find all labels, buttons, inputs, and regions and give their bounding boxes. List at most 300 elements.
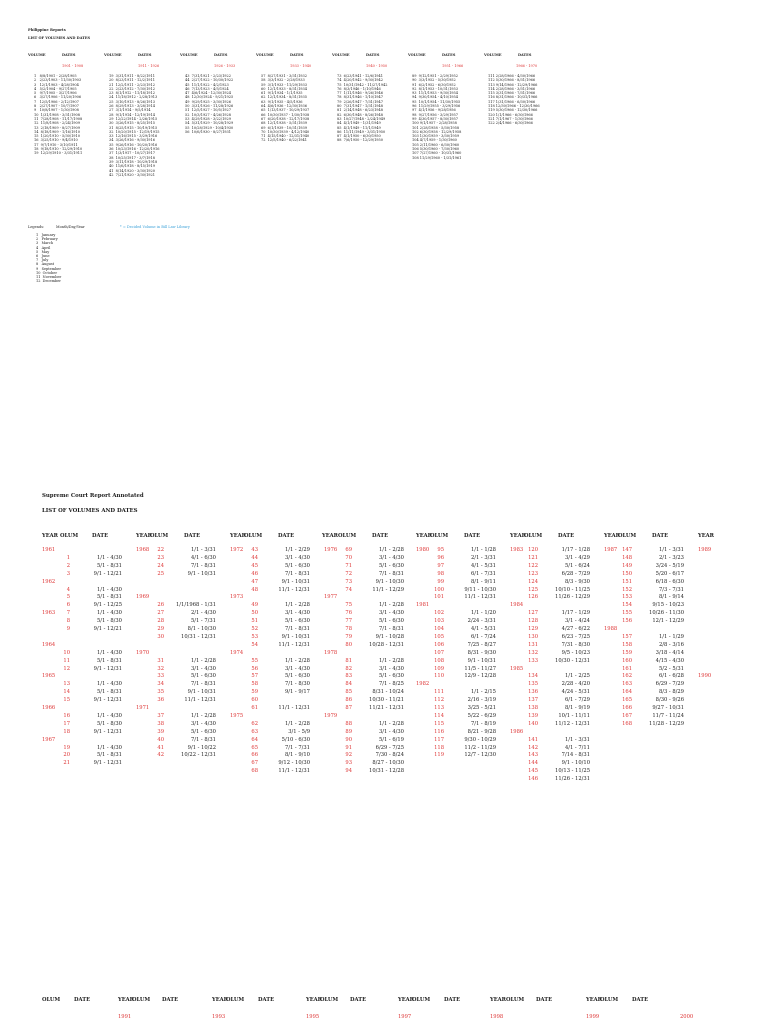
volume-number: 102 — [434, 610, 444, 617]
volume-number: 36 — [157, 697, 164, 704]
volume-number: 76 — [345, 610, 352, 617]
volume-number: 19 — [63, 744, 70, 751]
volume-number: 74 — [345, 586, 352, 593]
year-label: 1966 — [42, 705, 56, 711]
date-range: 5/22 - 6/29 — [467, 712, 496, 719]
volume-number: 67 — [251, 760, 258, 767]
year-label: 1993 — [212, 1014, 226, 1020]
volume-number: 114 — [434, 712, 444, 719]
year-label: 1979 — [324, 712, 338, 719]
page3-header: OLUM — [600, 997, 619, 1003]
date-range: 5/1 - 8/31 — [96, 689, 122, 696]
page2-header: DATE — [558, 533, 575, 539]
date-range: 11/2 - 11/29 — [464, 744, 496, 751]
date-range: 2/8 - 3/16 — [658, 641, 684, 648]
page2-header: YEAR — [42, 533, 58, 539]
date-range: 2/1 - 4/30 — [190, 610, 216, 617]
date-range: 1/17 - 1/28 — [561, 547, 590, 553]
date-range: 11/1 - 12/31 — [278, 641, 310, 648]
year-label: 1982 — [416, 681, 430, 688]
volume-number: 146 — [528, 776, 538, 783]
volume-number: 62 — [251, 720, 258, 727]
date-range: 4/15 - 4/30 — [655, 657, 684, 664]
volume-number: 35 — [157, 689, 164, 696]
volume-number: 12 — [63, 665, 70, 672]
date-range: 9/1 - 12/31 — [93, 665, 122, 672]
date-range: 9/12 - 10/30 — [278, 760, 310, 767]
date-range: 1/1 - 4/30 — [96, 744, 122, 751]
date-range: 7/3 - 7/31 — [658, 586, 684, 593]
date-range: 9/5 - 10/23 — [561, 649, 590, 656]
volume-number: 116 — [434, 728, 444, 735]
date-range: 4/1 - 7/11 — [564, 744, 590, 751]
date-range: 1/1 - 4/30 — [96, 586, 122, 593]
date-range: 3/1 - 4/30 — [284, 610, 310, 617]
volume-number: 140 — [528, 720, 538, 727]
volume-number: 46 — [251, 570, 258, 577]
date-range: 1/1 - 2/28 — [284, 657, 310, 664]
date-range: 11/28 - 12/29 — [649, 720, 684, 727]
volume-number: 98 — [437, 570, 444, 577]
volume-number: 139 — [528, 712, 538, 719]
date-range: 3/1 - 5/9 — [288, 728, 310, 735]
date-range: 3/1 - 4/30 — [284, 554, 310, 561]
date-range: 11/1 - 12/31 — [278, 705, 310, 711]
volume-number: 7 — [66, 610, 70, 617]
date-range: 11/1 - 12/31 — [278, 586, 310, 593]
volume-number: 8 — [66, 618, 70, 625]
date-range: 3/1 - 4/30 — [378, 554, 404, 561]
date-range: 3/1 - 4/30 — [378, 610, 404, 617]
volume-number: 121 — [528, 554, 538, 561]
volume-number: 164 — [622, 689, 632, 696]
page2-header: OLUM — [430, 533, 449, 539]
page2-header: DATE — [92, 533, 109, 539]
volume-number: 129 — [528, 626, 538, 632]
volume-number: 52 — [251, 626, 258, 632]
date-range: 5/1 - 8/30 — [96, 618, 122, 625]
date-range: 10/13 - 11/25 — [555, 768, 590, 775]
page2-header: DATE — [464, 533, 481, 539]
page3-header: DATE — [350, 997, 367, 1003]
date-range: 7/1 - 8/30 — [284, 681, 310, 688]
volume-number: 128 — [528, 618, 538, 625]
volume-number: 25 — [157, 570, 164, 577]
date-range: 8/31 - 10/24 — [372, 689, 404, 696]
volume-number: 151 — [622, 578, 632, 585]
page1-range: 1911 - 1926 — [138, 64, 160, 68]
date-range: 4/1 - 5/31 — [470, 562, 496, 569]
volume-number: 165 — [622, 697, 632, 704]
page2-header: OLUM — [338, 533, 357, 539]
date-range: 6/1 - 6/28 — [658, 673, 684, 680]
page1-column: 89 9/12/1951 - 2/29/1952 90 3/3/1952 - 5/30/1952 91 6/2/1952 - 6/30/1952 92 8/1/1953 - 10/31/1953 93 11/1/1953 - 9/30/1954 94 9/30/1954 - 4/10/1954 95 10/1/1954 - 11/30/1955 96 11/29/1955 - 3/29/1956 97 4/1/1956 - 9/28/1956 98 9/27/1956 - 3/29/1957 99 4/30/1957 - 8/30/1957 100 9/1/1957 - 2/28/1958 101 2/28/1958 - 5/30/1958 102 6/30/1958 - 12/29/1958 103 1/30/1959 - 3/30/1959 104 4/7/1959 - 1/30/1960 105 2/11/1960 - 6/30/1960 106 5/30/1960 - 7/30/1960 107 7/27/1960 - 10/31/1960 108 11/29/1960 - 1/31/1961 — [412, 74, 462, 160]
volume-number: 104 — [434, 626, 444, 632]
date-range: 9/1 - 12/31 — [93, 697, 122, 704]
date-range: 1/1 - 2/15 — [470, 689, 496, 696]
date-range: 11/1 - 12/31 — [184, 697, 216, 704]
date-range: 1/1/1968 - 1/31 — [176, 602, 216, 609]
date-range: 5/1 - 6/19 — [378, 736, 404, 743]
date-range: 9/1 - 10/28 — [375, 633, 404, 640]
volume-number: 96 — [437, 554, 444, 561]
page3-header: DATE — [632, 997, 649, 1003]
volume-number: 117 — [434, 736, 444, 743]
page1-range: 1933 - 1940 — [290, 64, 312, 68]
volume-number: 20 — [63, 752, 70, 759]
date-range: 11/7 - 11/24 — [652, 712, 684, 719]
page3-header: OLUM — [412, 997, 431, 1003]
date-range: 9/1 - 10/31 — [187, 689, 216, 696]
volume-number: 28 — [157, 618, 164, 625]
date-range: 6/29 - 7/29 — [655, 681, 684, 688]
date-range: 10/30 - 12/31 — [555, 657, 590, 664]
volume-number: 152 — [622, 586, 632, 593]
volume-number: 130 — [528, 633, 538, 640]
year-label: 1965 — [42, 673, 56, 680]
volume-number: 105 — [434, 633, 444, 640]
year-label: 1984 — [510, 602, 524, 609]
volume-number: 16 — [63, 712, 70, 719]
date-range: 3/1 - 4/30 — [190, 720, 216, 727]
date-range: 5/1 - 6/30 — [378, 562, 404, 569]
volume-number: 118 — [434, 744, 444, 751]
volume-number: 119 — [434, 752, 444, 759]
volume-number: 135 — [528, 681, 538, 688]
volume-number: 163 — [622, 681, 632, 688]
volume-number: 39 — [157, 728, 164, 735]
year-label: 1975 — [230, 712, 244, 719]
page1-header: VOLUME — [256, 53, 274, 57]
date-range: 5/1 - 6/30 — [190, 728, 216, 735]
page1-header: VOLUME — [484, 53, 502, 57]
date-range: 10/26 - 11/30 — [649, 610, 684, 617]
date-range: 4/24 - 5/31 — [561, 689, 590, 696]
page1-header: DATES — [442, 53, 456, 57]
year-label: 1983 — [510, 547, 524, 553]
date-range: 5/1 - 8/31 — [96, 752, 122, 759]
date-range: 3/1 - 4/24 — [564, 618, 590, 625]
volume-number: 148 — [622, 554, 632, 561]
date-range: 4/1 - 5/31 — [470, 626, 496, 632]
date-range: 3/24 - 5/19 — [655, 562, 684, 569]
page1-header: DATES — [214, 53, 228, 57]
page3-header: DATE — [536, 997, 553, 1003]
volume-number: 134 — [528, 673, 538, 680]
date-range: 9/1 - 10/30 — [375, 578, 404, 585]
volume-number: 97 — [437, 562, 444, 569]
date-range: 7/14 - 8/31 — [561, 752, 590, 759]
volume-number: 110 — [434, 673, 444, 680]
date-range: 11/12 - 12/31 — [555, 720, 590, 727]
volume-number: 86 — [345, 697, 352, 704]
page3-header: YEAR — [212, 997, 228, 1003]
volume-number: 159 — [622, 649, 632, 656]
year-label: 1989 — [698, 547, 712, 553]
date-range: 1/1 - 2/28 — [190, 712, 216, 719]
date-range: 1/1 - 3/31 — [564, 736, 590, 743]
page3-header: DATE — [258, 997, 275, 1003]
volume-number: 31 — [157, 657, 164, 664]
volume-number: 94 — [345, 768, 352, 775]
volume-number: 64 — [251, 736, 258, 743]
date-range: 4/1 - 6/30 — [190, 554, 216, 561]
page3-header: OLUM — [506, 997, 525, 1003]
date-range: 9/1 - 12/21 — [93, 570, 122, 577]
date-range: 8/1 - 9/11 — [470, 578, 496, 585]
volume-number: 149 — [622, 562, 632, 569]
volume-number: 157 — [622, 633, 632, 640]
date-range: 7/30 - 8/24 — [375, 752, 404, 759]
date-range: 1/1 - 2/28 — [378, 547, 404, 553]
date-range: 3/1 - 4/30 — [378, 728, 404, 735]
volume-number: 144 — [528, 760, 538, 767]
year-label: 2000 — [680, 1014, 694, 1020]
volume-number: 38 — [157, 720, 164, 727]
date-range: 6/1 - 7/24 — [470, 633, 496, 640]
volume-number: 153 — [622, 594, 632, 601]
volume-number: 72 — [345, 570, 352, 577]
date-range: 2/28 - 4/20 — [561, 681, 590, 688]
page1-header: DATES — [138, 53, 152, 57]
year-label: 1974 — [230, 649, 244, 656]
volume-number: 109 — [434, 665, 444, 672]
date-range: 5/2 - 5/31 — [658, 665, 684, 672]
volume-number: 43 — [251, 547, 258, 553]
volume-number: 56 — [251, 665, 258, 672]
date-range: 2/1 - 3/23 — [658, 554, 684, 561]
date-range: 5/1 - 6/30 — [190, 673, 216, 680]
volume-number: 73 — [345, 578, 352, 585]
page3-header: DATE — [444, 997, 461, 1003]
volume-number: 124 — [528, 578, 538, 585]
page3-header: DATE — [162, 997, 179, 1003]
date-range: 12/1 - 12/29 — [652, 618, 684, 625]
volume-number: 84 — [345, 681, 352, 688]
date-range: 10/28 - 12/31 — [369, 641, 404, 648]
date-range: 1/1 - 4/30 — [96, 681, 122, 688]
date-range: 8/1 - 9/10 — [284, 752, 310, 759]
volume-number: 68 — [251, 768, 258, 775]
volume-number: 99 — [437, 578, 444, 585]
date-range: 10/31 - 12/31 — [181, 633, 216, 640]
volume-number: 91 — [345, 744, 352, 751]
page2-header: OLUM — [60, 533, 79, 539]
date-range: 3/1 - 4/30 — [284, 665, 310, 672]
volume-number: 69 — [345, 547, 352, 553]
legend-note: * = Decided Volume in Bill Law Library — [120, 225, 190, 229]
volume-number: 32 — [157, 665, 164, 672]
date-range: 3/25 - 5/21 — [467, 705, 496, 711]
volume-number: 136 — [528, 689, 538, 696]
volume-number: 58 — [251, 681, 258, 688]
page2-header: YEAR — [604, 533, 620, 539]
page3-header: YEAR — [398, 997, 414, 1003]
page2-header: OLUM — [244, 533, 263, 539]
date-range: 1/1 - 2/29 — [284, 547, 310, 553]
volume-number: 5 — [66, 594, 70, 601]
volume-number: 14 — [63, 689, 70, 696]
date-range: 5/1 - 7/31 — [190, 618, 216, 625]
year-label: 1976 — [324, 547, 338, 553]
volume-number: 10 — [63, 649, 70, 656]
volume-number: 80 — [345, 641, 352, 648]
page1-header: VOLUME — [28, 53, 46, 57]
year-label: 1988 — [604, 626, 618, 632]
date-range: 6/1 - 7/31 — [470, 570, 496, 577]
page3-header: OLUM — [320, 997, 339, 1003]
volume-number: 17 — [63, 720, 70, 727]
volume-number: 51 — [251, 618, 258, 625]
date-range: 8/3 - 8/29 — [658, 689, 684, 696]
year-label: 1997 — [398, 1014, 412, 1020]
date-range: 5/1 - 8/31 — [96, 562, 122, 569]
volume-number: 82 — [345, 665, 352, 672]
volume-number: 22 — [157, 547, 164, 553]
volume-number: 59 — [251, 689, 258, 696]
page3-header: YEAR — [490, 997, 506, 1003]
date-range: 1/1 - 4/30 — [96, 649, 122, 656]
date-range: 8/21 - 9/28 — [467, 728, 496, 735]
volume-number: 60 — [251, 697, 258, 704]
year-label: 1971 — [136, 705, 150, 711]
date-range: 1/1 - 2/28 — [378, 602, 404, 609]
year-label: 1985 — [510, 665, 524, 672]
page1-range: 1951 - 1966 — [442, 64, 464, 68]
volume-number: 89 — [345, 728, 352, 735]
page1-header: DATES — [518, 53, 532, 57]
year-label: 1980 — [416, 547, 430, 553]
date-range: 1/1 - 4/30 — [96, 610, 122, 617]
year-label: 1964 — [42, 641, 56, 648]
date-range: 2/1 - 3/31 — [470, 554, 496, 561]
volume-number: 154 — [622, 602, 632, 609]
date-range: 1/1 - 4/30 — [96, 712, 122, 719]
volume-number: 127 — [528, 610, 538, 617]
page2-header: DATE — [652, 533, 669, 539]
volume-number: 161 — [622, 665, 632, 672]
date-range: 6/23 - 7/25 — [561, 633, 590, 640]
year-label: 1999 — [586, 1014, 600, 1020]
date-range: 9/15 - 10/23 — [652, 602, 684, 609]
page1-range: 1901 - 1908 — [62, 64, 84, 68]
page2-header: OLUM — [618, 533, 637, 539]
volume-number: 122 — [528, 562, 538, 569]
volume-number: 18 — [63, 728, 70, 735]
date-range: 5/20 - 6/17 — [655, 570, 684, 577]
date-range: 10/30 - 11/21 — [369, 697, 404, 704]
page2-title: Supreme Court Report Annotated — [42, 493, 144, 499]
page2-header: OLUM — [524, 533, 543, 539]
date-range: 9/1 - 12/25 — [93, 602, 122, 609]
volume-number: 156 — [622, 618, 632, 625]
volume-number: 100 — [434, 586, 444, 593]
volume-number: 13 — [63, 681, 70, 688]
date-range: 9/1 - 10/31 — [467, 657, 496, 664]
volume-number: 2 — [66, 562, 70, 569]
year-label: 1973 — [230, 594, 244, 601]
date-range: 1/1 - 1/29 — [658, 633, 684, 640]
page1-subtitle: LIST OF VOLUMES AND DATES — [28, 36, 91, 40]
year-label: 1978 — [324, 649, 338, 656]
volume-number: 47 — [251, 578, 258, 585]
date-range: 7/1 - 7/31 — [284, 744, 310, 751]
date-range: 10/1 - 11/11 — [558, 712, 590, 719]
date-range: 8/1 - 9/19 — [564, 705, 590, 711]
volume-number: 141 — [528, 736, 538, 743]
year-label: 1967 — [42, 736, 56, 743]
page2-header: OLUM — [150, 533, 169, 539]
volume-number: 49 — [251, 602, 258, 609]
date-range: 1/1 - 1/28 — [470, 547, 496, 553]
date-range: 6/1 - 7/29 — [564, 697, 590, 704]
volume-number: 106 — [434, 641, 444, 648]
date-range: 8/1 - 9/14 — [658, 594, 684, 601]
page3-header: DATE — [74, 997, 91, 1003]
date-range: 1/1 - 2/28 — [190, 657, 216, 664]
volume-number: 15 — [63, 697, 70, 704]
date-range: 10/31 - 12/28 — [369, 768, 404, 775]
page1-header: DATES — [62, 53, 76, 57]
date-range: 8/31 - 9/30 — [467, 649, 496, 656]
date-range: 3/1 - 4/29 — [564, 554, 590, 561]
page2-header: DATE — [278, 533, 295, 539]
volume-number: 57 — [251, 673, 258, 680]
volume-number: 9 — [66, 626, 70, 632]
volume-number: 75 — [345, 602, 352, 609]
date-range: 8/30 - 9/26 — [655, 697, 684, 704]
volume-number: 53 — [251, 633, 258, 640]
volume-number: 34 — [157, 681, 164, 688]
volume-number: 77 — [345, 618, 352, 625]
volume-number: 54 — [251, 641, 258, 648]
volume-number: 107 — [434, 649, 444, 656]
date-range: 7/1 - 8/31 — [284, 570, 310, 577]
volume-number: 23 — [157, 554, 164, 561]
date-range: 5/1 - 6/30 — [378, 673, 404, 680]
page1-range: 1926 - 1933 — [214, 64, 236, 68]
year-label: 1969 — [136, 594, 150, 601]
date-range: 1/1 - 1/20 — [470, 610, 496, 617]
date-range: 9/30 - 10/29 — [464, 736, 496, 743]
volume-number: 3 — [66, 570, 70, 577]
volume-number: 132 — [528, 649, 538, 656]
date-range: 6/29 - 7/25 — [375, 744, 404, 751]
year-label: 1991 — [118, 1014, 132, 1020]
page2-header: DATE — [184, 533, 201, 539]
volume-number: 33 — [157, 673, 164, 680]
volume-number: 55 — [251, 657, 258, 664]
date-range: 3/1 - 4/30 — [378, 665, 404, 672]
page1-range: 1940 - 1950 — [366, 64, 388, 68]
date-range: 8/3 - 9/30 — [564, 578, 590, 585]
date-range: 1/1 - 2/28 — [378, 657, 404, 664]
year-label: 1977 — [324, 594, 338, 601]
volume-number: 1 — [66, 554, 70, 561]
page1-column: 43 7/31/1921 - 2/23/1922 44 2/27/1922 - 10/30/1922 45 11/1/1922 - 4/2/1923 46 7/13/1923 - 4/5/1924 47 4/6/1924 - 12/30/1924 48 12/30/1924 - 9/21/1925 49 9/29/1925 - 3/30/1926 50 3/31/1926 - 11/28/1926 51 12/5/1927 - 10/5/1927 52 10/3/1927 - 4/26/1928 53 4/29/1928 - 3/22/1929 54 5/31/1929 - 10/28/1929 55 10/28/1929 - 10/4/1930 56 10/6/1930 - 8/27/1931 — [185, 74, 234, 134]
date-range: 7/1 - 8/31 — [284, 626, 310, 632]
date-range: 11/1 - 12/31 — [278, 768, 310, 775]
volume-number: 6 — [66, 602, 70, 609]
page1-header: VOLUME — [332, 53, 350, 57]
volume-number: 50 — [251, 610, 258, 617]
volume-number: 158 — [622, 641, 632, 648]
date-range: 7/1 - 8/19 — [470, 720, 496, 727]
date-range: 1/1 - 3/31 — [658, 547, 684, 553]
volume-number: 44 — [251, 554, 258, 561]
date-range: 10/22 - 12/31 — [181, 752, 216, 759]
volume-number: 147 — [622, 547, 632, 553]
